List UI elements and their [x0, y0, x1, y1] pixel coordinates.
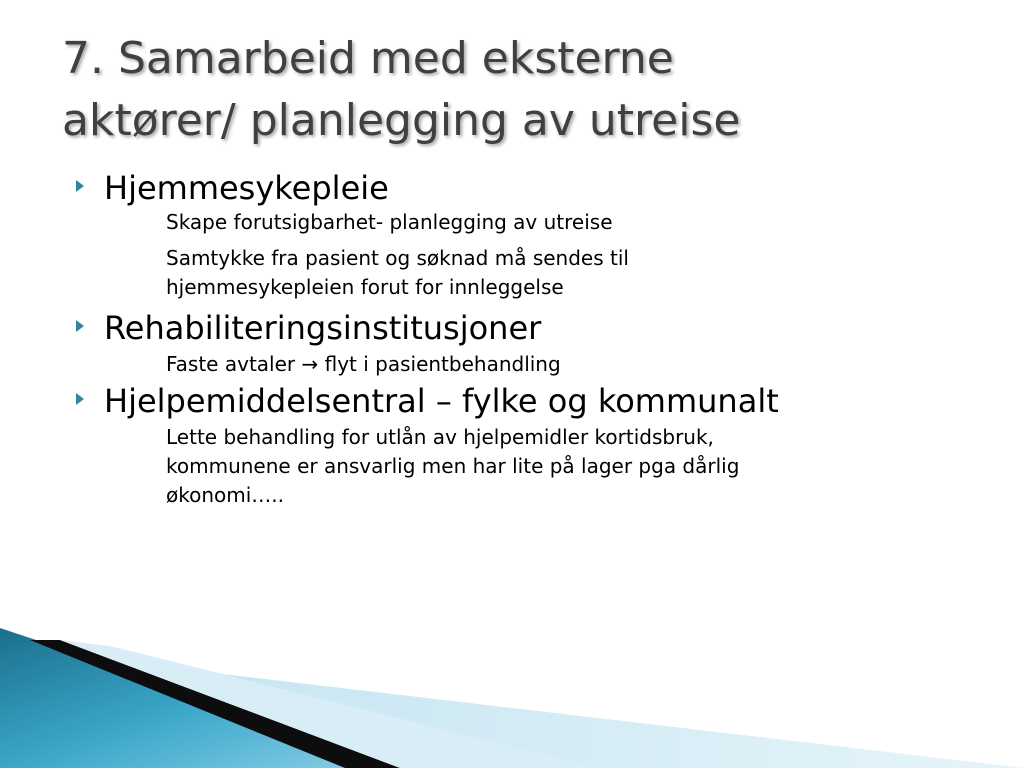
sub-bullet — [166, 208, 974, 237]
sub-bullet-line: kommunene er ansvarlig men har lite på lager pga dårlig — [166, 454, 740, 478]
sub-bullet-line: Samtykke fra pasient og søknad må sendes til — [166, 246, 629, 270]
slide-decoration — [0, 628, 1024, 768]
sub-bullet — [166, 244, 974, 302]
bullet-hjemmesykepleie — [74, 168, 974, 302]
bullet-arrow-icon — [76, 320, 84, 332]
sub-bullet-line: økonomi….. — [166, 483, 285, 507]
bullet-arrow-icon — [76, 393, 84, 405]
bullet-hjelpemiddelsentral — [74, 381, 974, 510]
slide-title — [62, 28, 982, 152]
bullet-heading: Hjelpemiddelsentral – fylke og kommunalt — [104, 382, 779, 420]
bullet-heading: Rehabiliteringsinstitusjoner — [104, 309, 542, 347]
bullet-arrow-icon — [76, 180, 84, 192]
sub-bullet-line: Lette behandling for utlån av hjelpemidler kortidsbruk, — [166, 425, 714, 449]
sub-bullet-line: hjemmesykepleien forut for innleggelse — [166, 275, 564, 299]
slide-title-line-1: 7. Samarbeid med eksterne — [62, 33, 674, 84]
bullet-rehabiliteringsinstitusjoner — [74, 308, 974, 379]
bullet-heading: Hjemmesykepleie — [104, 169, 389, 207]
slide-title-line-2: aktører/ planlegging av utreise — [62, 95, 741, 146]
sub-bullet — [166, 423, 974, 510]
slide-content — [74, 168, 974, 510]
sub-bullet — [166, 350, 974, 379]
sub-bullet-line: Faste avtaler → flyt i pasientbehandling — [166, 352, 561, 376]
sub-bullet-line: Skape forutsigbarhet- planlegging av utreise — [166, 210, 613, 234]
